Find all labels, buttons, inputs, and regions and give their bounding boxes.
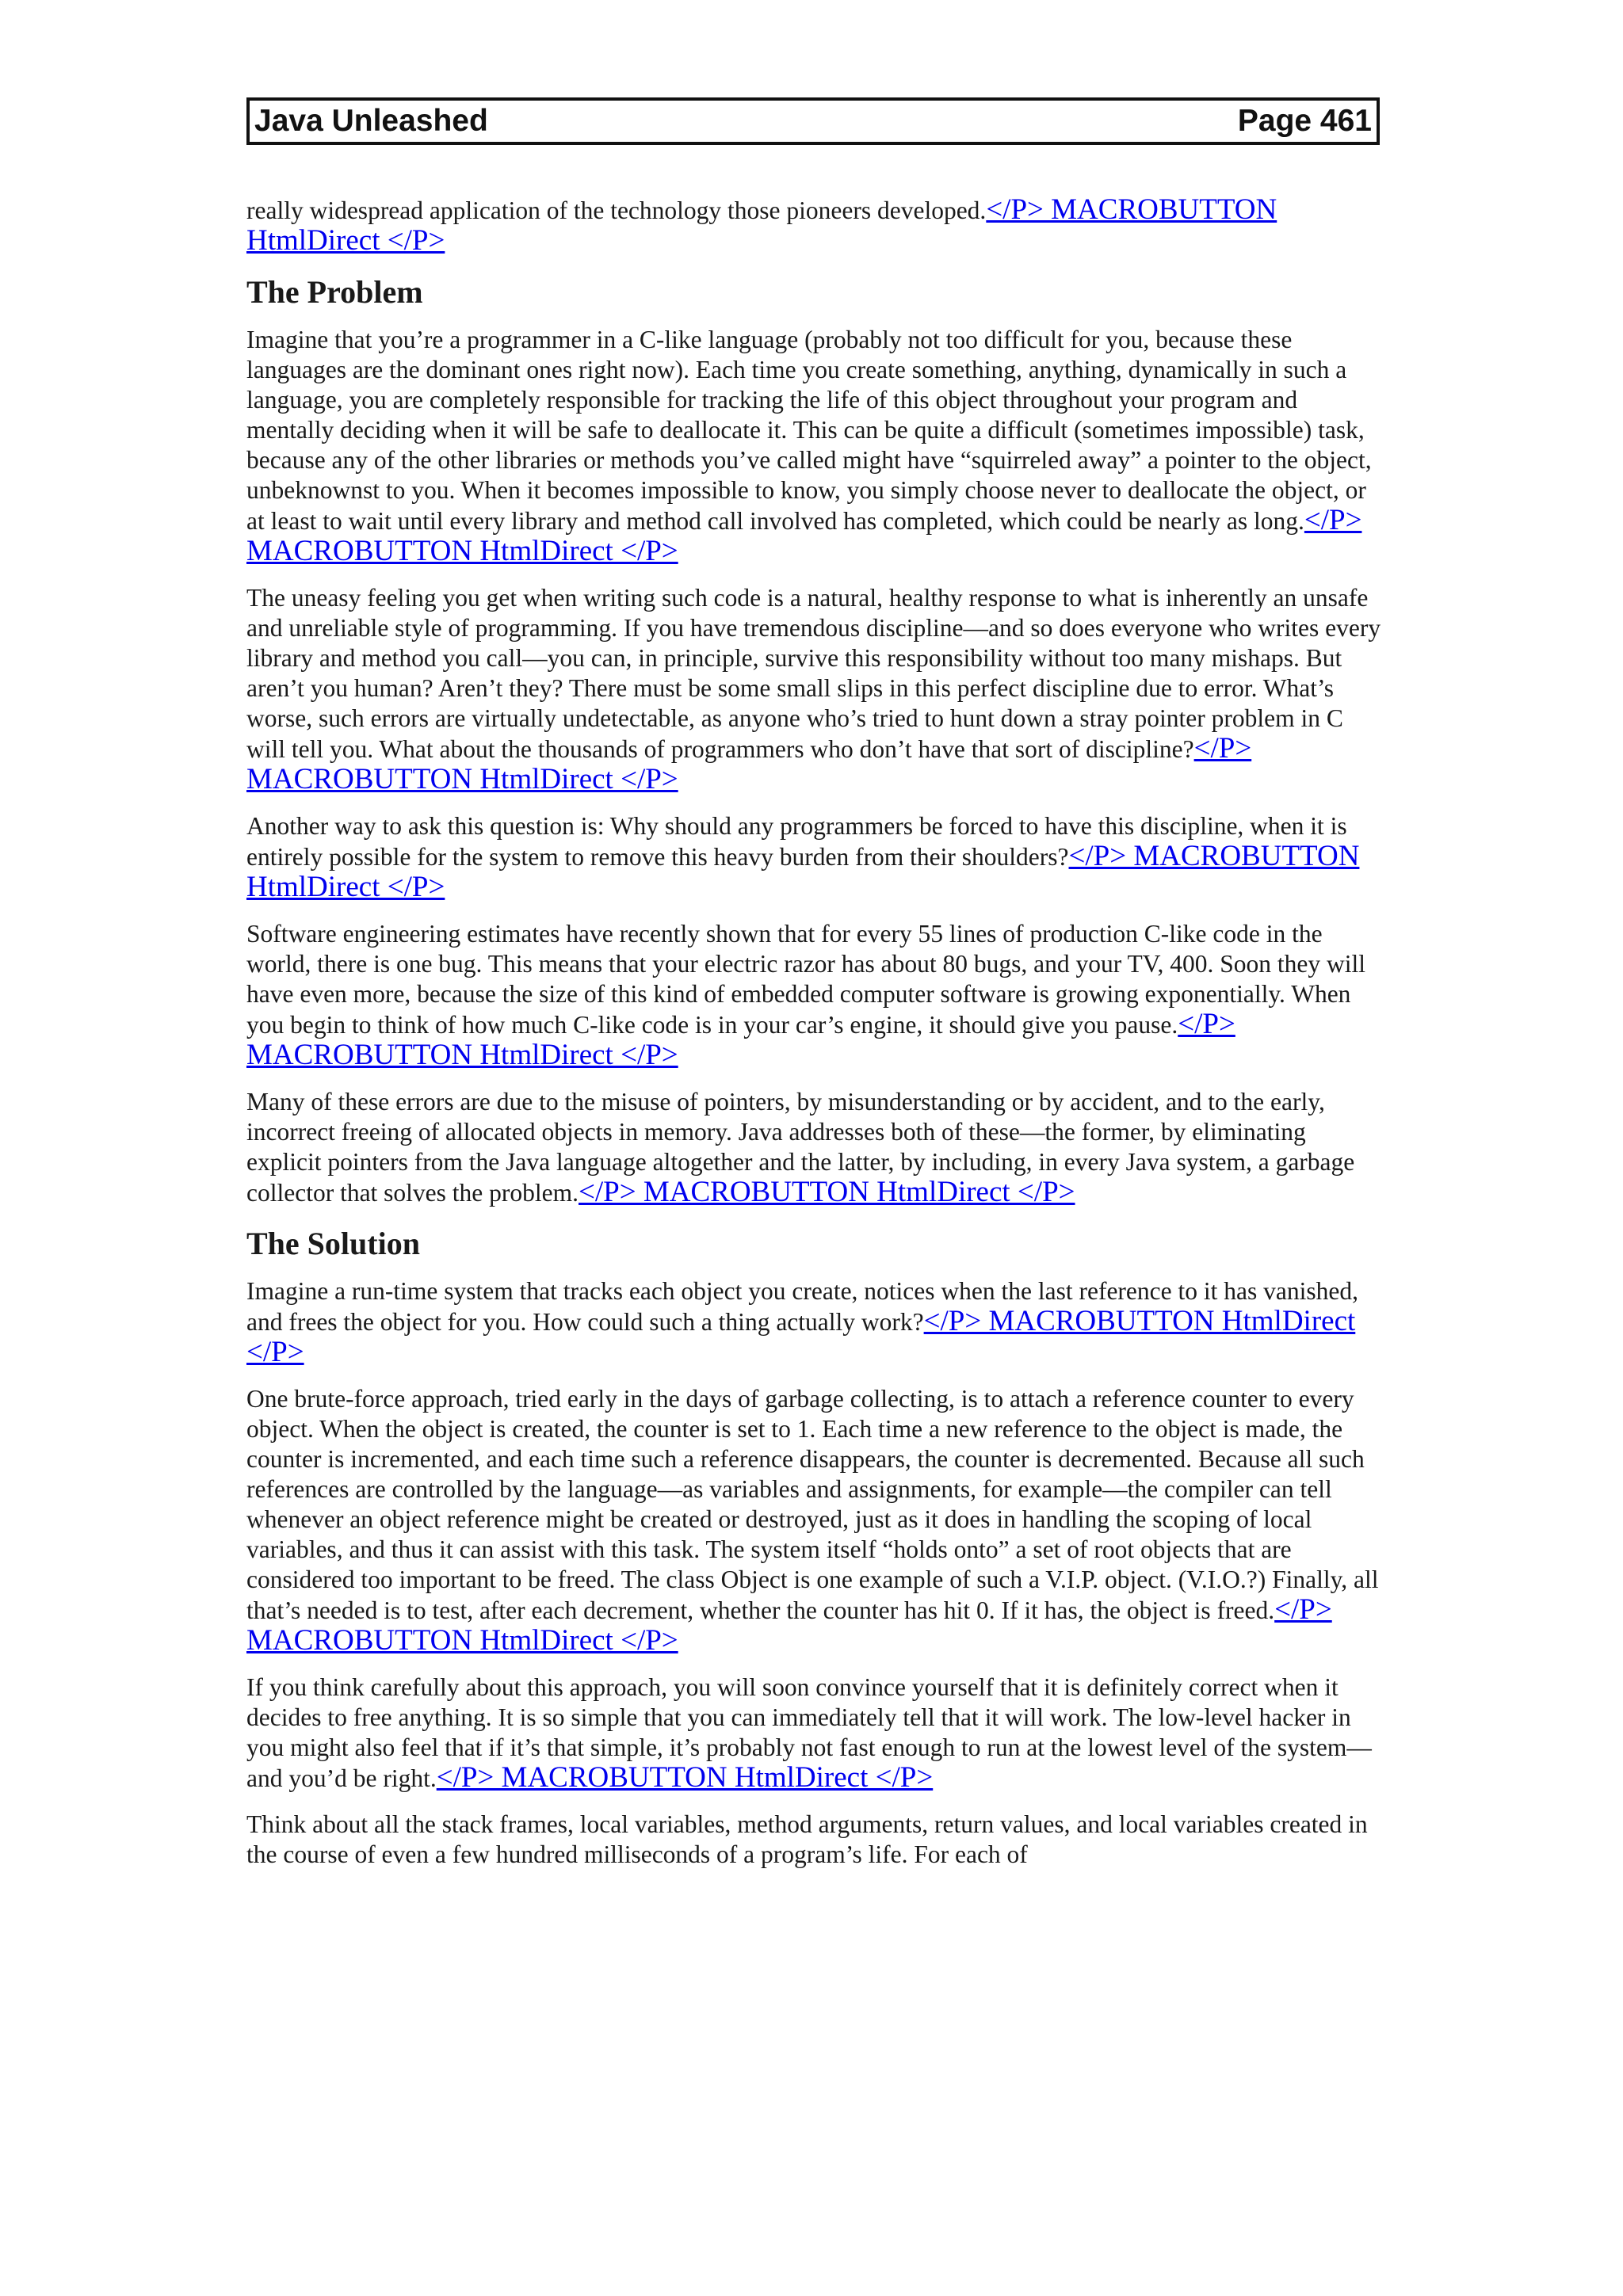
paragraph-text: If you think carefully about this approach, you will soon convince yourself that it is definitely correct when it decides to free anything. It is so simple that you can immediately tell that it will work. The low-level hacker in you might also feel that if it’s that simple, it’s probably not fast enough to run at the lowest level of the system—and you’d be right. <box>246 1673 1372 1792</box>
paragraph <box>246 325 1384 567</box>
macrobutton-link[interactable]: </P> MACROBUTTON HtmlDirect </P> <box>246 1593 1332 1657</box>
page-header <box>246 97 1380 145</box>
document-body <box>246 195 1384 1886</box>
paragraph-text: One brute-force approach, tried early in the days of garbage collecting, is to attach a reference counter to every object. When the object is created, the counter is set to 1. Each time a new reference to the object is made, the counter is incremented, and each time such a reference disappears, the counter is decremented. Because all such references are controlled by the language—as variables and assignments, for example—the compiler can tell whenever an object reference might be created or destroyed, just as it does in handling the scoping of local variables, and thus it can assist with this task. The system itself “holds onto” a set of root objects that are considered too important to be freed. The class Object is one example of such a V.I.P. object. (V.I.O.?) Finally, all that’s needed is to test, after each decrement, whether the counter has hit 0. If it has, the object is freed. <box>246 1385 1379 1624</box>
paragraph-text: Imagine that you’re a programmer in a C-like language (probably not too difficult for you, because these languages are the dominant ones right now). Each time you create something, anything, dynamically in such a language, you are completely responsible for tracking the life of this object throughout your program and mentally deciding when it will be safe to deallocate it. This can be quite a difficult (sometimes impossible) task, because any of the other libraries or methods you’ve called might have “squirreled away” a pointer to the object, unbeknownst to you. When it becomes impossible to know, you simply choose never to deallocate the object, or at least to wait until every library and method call involved has completed, which could be nearly as long. <box>246 326 1372 535</box>
paragraph <box>246 583 1384 795</box>
macrobutton-link[interactable]: </P> MACROBUTTON HtmlDirect </P> <box>579 1176 1075 1208</box>
paragraph-text: Software engineering estimates have recently shown that for every 55 lines of production C-like code in the world, there is one bug. This means that your electric razor has about 80 bugs, and your TV, 400. Soon they will have even more, because the size of this kind of embedded computer software is growing exponentially. When you begin to think of how much C-like code is in your car’s engine, it should give you pause. <box>246 920 1365 1039</box>
page-number: Page 461 <box>1237 104 1372 138</box>
paragraph <box>246 1810 1384 1870</box>
book-title: Java Unleashed <box>254 104 488 138</box>
paragraph-text: really widespread application of the technology those pioneers developed. <box>246 196 987 224</box>
macrobutton-link[interactable]: </P> MACROBUTTON HtmlDirect </P> <box>246 732 1252 795</box>
paragraph <box>246 1384 1384 1657</box>
section-heading-problem: The Problem <box>246 274 423 310</box>
paragraph <box>246 1276 1384 1368</box>
macrobutton-link[interactable]: </P> MACROBUTTON HtmlDirect </P> <box>246 1008 1235 1071</box>
paragraph-text: Many of these errors are due to the misuse of pointers, by misunderstanding or by accident, and to the early, incorrect freeing of allocated objects in memory. Java addresses both of these—the former, by eliminating explicit pointers from the Java language altogether and the latter, by including, in every Java system, a garbage collector that solves the problem. <box>246 1088 1355 1207</box>
paragraph <box>246 1087 1384 1208</box>
macrobutton-link[interactable]: </P> MACROBUTTON HtmlDirect </P> <box>246 1305 1356 1368</box>
section-heading-solution: The Solution <box>246 1226 420 1261</box>
paragraph <box>246 811 1384 903</box>
paragraph-text: The uneasy feeling you get when writing such code is a natural, healthy response to what is inherently an unsafe and unreliable style of programming. If you have tremendous discipline—and so does everyone who writes every library and method you call—you can, in principle, survive this responsibility without too many mishaps. But aren’t you human? Aren’t they? There must be some small slips in this perfect discipline due to error. What’s worse, such errors are virtually undetectable, as anyone who’s tried to hunt down a stray pointer problem in C will tell you. What about the thousands of programmers who don’t have that sort of discipline? <box>246 584 1381 763</box>
paragraph-text: Imagine a run-time system that tracks each object you create, notices when the last reference to it has vanished, and frees the object for you. How could such a thing actually work? <box>246 1277 1358 1336</box>
macrobutton-link[interactable]: </P> MACROBUTTON HtmlDirect </P> <box>246 840 1360 903</box>
paragraph <box>246 195 1384 257</box>
macrobutton-link[interactable]: </P> MACROBUTTON HtmlDirect </P> <box>246 504 1362 567</box>
paragraph-text: Another way to ask this question is: Why should any programmers be forced to have this discipline, when it is entirely possible for the system to remove this heavy burden from their shoulders? <box>246 812 1347 871</box>
macrobutton-link[interactable]: </P> MACROBUTTON HtmlDirect </P> <box>246 193 1277 257</box>
paragraph-text: Think about all the stack frames, local variables, method arguments, return values, and local variables created in the course of even a few hundred milliseconds of a program’s life. For each of <box>246 1810 1368 1868</box>
macrobutton-link[interactable]: </P> MACROBUTTON HtmlDirect </P> <box>436 1761 934 1794</box>
paragraph <box>246 919 1384 1071</box>
paragraph <box>246 1672 1384 1794</box>
